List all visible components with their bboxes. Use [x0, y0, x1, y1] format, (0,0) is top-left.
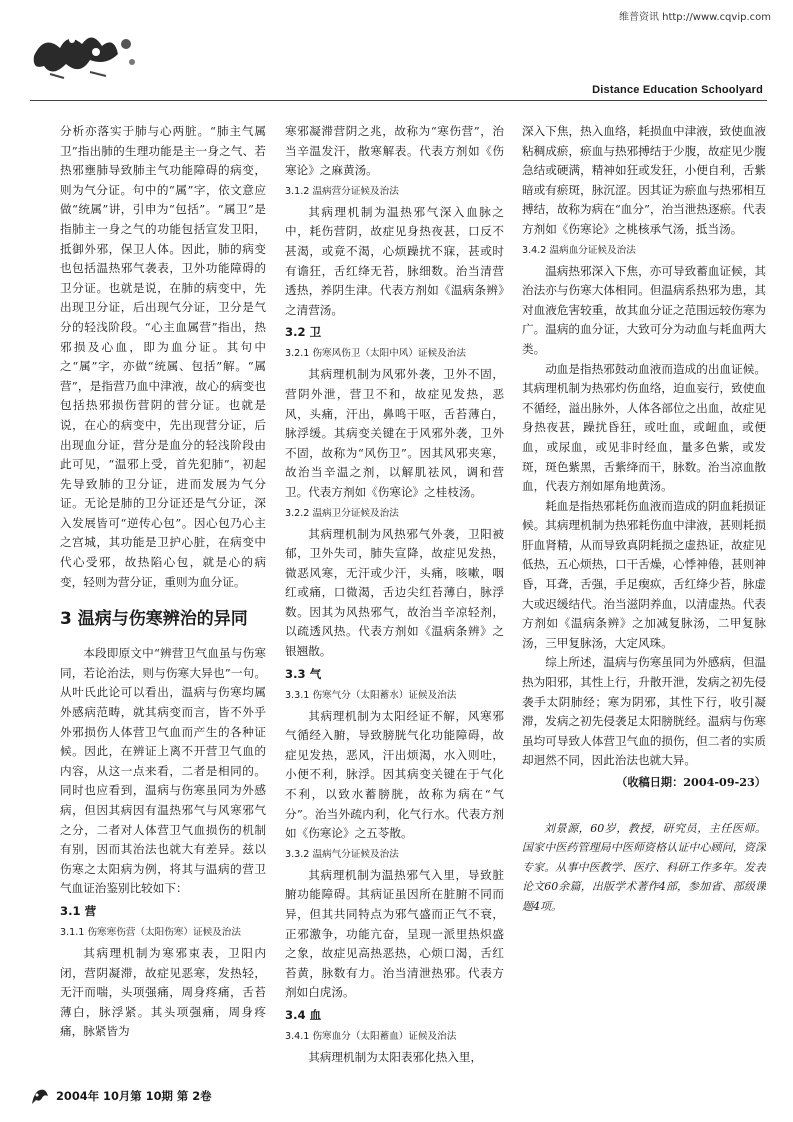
column-3 — [522, 122, 766, 1080]
section-heading: 3 温病与伤寒辨治的异同 — [60, 609, 248, 630]
column-1 — [60, 122, 266, 1080]
paragraph: 其病理机制为太阳经证不解，风寒邪气循经入腑，导致膀胱气化功能障碍，故症见发热，恶风，汗出烦渴，水入则吐，小便不利，脉浮。因其病变关键在于气化不利，以致水蓄膀胱，故称为病在“气分”。治当外疏内利，化气行水。代表方剂如《伤寒论》之五苓散。 — [285, 708, 504, 841]
paragraph: 寒邪凝滞营阴之兆，故称为“寒伤营”，治当辛温发汗，散寒解表。代表方剂如《伤寒论》之麻黄汤。 — [285, 124, 504, 178]
paragraph: 其病理机制为温热邪气入里，导致脏腑功能障碍。其病证虽因所在脏腑不同而异，但其共同特点为邪气盛而正气不衰，正邪激争，功能亢奋，呈现一派里热炽盛之象，故症见高热恶热，心烦口渴，舌红苔黄，脉数有力。治当清泄热邪。代表方剂如白虎汤。 — [285, 867, 504, 1000]
subsection-heading: 3.2 卫 — [285, 325, 322, 340]
journal-mark-icon — [30, 1086, 50, 1106]
paragraph: 分析亦落实于肺与心两脏。“肺主气属卫”指出肺的生理功能是主一身之气、若热邪壅肺导致肺主气功能障碍的病变，则为气分证。句中的“属”字，依文意应做“统属”讲，引申为“包括”。“属卫”是指肺主一身之气的功能包括宣发卫阳，抵御外邪，保卫人体。因此，肺的病变也包括温热邪气袭表，卫外功能障碍的卫分证。也就是说，在肺的病变中，先出现卫分证，后出现气分证，卫分是气分的轻浅阶段。“心主血属营”指出，热邪损及心血，即为血分证。其句中之“属”字，亦做“统属、包括”解。“属营”，是指营乃血中津液，故心的病变也包括热邪损伤营阴的营分证。也就是说，在心的病变中，先出现营分证，后出现血分证，营分是血分的轻浅阶段由此可见，“温邪上受，首先犯肺”，初起先导致肺的卫分证，进而发展为气分证。无论是肺的卫分证还是气分证，深入发展皆可“逆传心包”。因心包乃心主之宫城，其功能是卫护心脏，在病变中代心受邪，故热陷心包，就是心的病变，轻则为营分证，重则为血分证。 — [60, 124, 266, 589]
subsection-heading: 3.3 气 — [285, 666, 322, 681]
issue-info: 2004年 10月第 10期 第 2卷 — [56, 1089, 212, 1103]
decorative-ornament-icon — [30, 26, 140, 82]
section-title-en: Distance Education Schoolyard — [592, 84, 763, 96]
author-bio: 刘景源，60岁，教授，研究员，主任医师。国家中医药管理局中医师资格认证中心顾问，资深专家。从事中医教学、医疗、科研工作多年。发表论文60余篇，出版学术著作4部，参加省、部级课题4项。 — [522, 821, 766, 913]
paragraph: 动血是指热邪鼓动血液而造成的出血证候。其病理机制为热邪灼伤血络，迫血妄行，致使血不循经，溢出脉外，人体各部位之出血，故症见身热夜甚，躁扰昏狂，或吐血，或衄血，或便血，或尿血，或见非时经血，量多色紫，或发斑，斑色紫黑，舌紫绛而干，脉数。治当凉血散血，代表方剂如犀角地黄汤。 — [522, 361, 766, 494]
subsection-heading: 3.1 营 — [60, 903, 97, 918]
paragraph: 其病理机制为寒邪束表，卫阳内闭，营阴凝滞，故症见恶寒，发热轻，无汗而喘，头项强痛，周身疼痛，舌苔薄白，脉浮紧。其头项强痛，周身疼痛，脉紧皆为 — [60, 945, 266, 1039]
paragraph: 深入下焦，热入血络，耗损血中津液，致使血液粘稠成瘀，瘀血与热邪搏结于少腹，故症见少腹急结或硬满，精神如狂或发狂，小便自利，舌紫暗或有瘀斑，脉沉涩。因其证为瘀血与热邪相互搏结，故称为病在“血分”，治当泄热逐瘀。代表方剂如《伤寒论》之桃核承气汤，抵当汤。 — [522, 124, 766, 236]
paragraph: 综上所述，温病与伤寒虽同为外感病，但温热为阳邪，其性上行，升散开泄，发病之初先侵袭手太阴肺经；寒为阴邪，其性下行，收引凝滞，发病之初先侵袭足太阳膀胱经。温病与伤寒虽均可导致人体营卫气血的损伤，但二者的实质却迥然不同，因此治法也就大异。 — [522, 655, 766, 768]
received-date: （收稿日期：2004-09-23） — [616, 775, 766, 789]
subsubsection-heading: 3.1.1 伤寒寒伤营（太阳伤寒）证候及治法 — [60, 926, 241, 938]
subsubsection-heading: 3.3.2 温病气分证候及治法 — [285, 848, 399, 860]
site-watermark: 维普资讯 http://www.cqvip.com — [618, 12, 771, 23]
subsubsection-heading: 3.2.1 伤寒风伤卫（太阳中风）证候及治法 — [285, 348, 466, 360]
paragraph: 其病理机制为风热邪气外袭，卫阳被郁，卫外失司，肺失宣降，故症见发热，微恶风寒，无汗或少汗，头痛，咳嗽，咽红或痛，口微渴，舌边尖红苔薄白，脉浮数。因其为风热邪气，故治当辛凉轻剂，以疏透风热。代表方剂如《温病条辨》之银翘散。 — [285, 526, 504, 659]
subsubsection-heading: 3.4.2 温病血分证候及治法 — [522, 244, 636, 256]
subsubsection-heading: 3.1.2 温病营分证候及治法 — [285, 185, 399, 197]
subsubsection-heading: 3.4.1 伤寒血分（太阳蓄血）证候及治法 — [285, 1030, 457, 1042]
paragraph: 耗血是指热邪耗伤血液而造成的阴血耗损证候。其病理机制为热邪耗伤血中津液，甚则耗损肝血肾精，从而导致真阴耗损之虚热证，故症见低热，五心烦热，口干舌燥，心悸神倦，甚则神昏，耳聋，舌强，手足瘈疭，舌红绛少苔，脉虚大或迟缓结代。治当滋阴养血，以清虚热。代表方剂如《温病条辨》之加减复脉汤，二甲复脉汤，三甲复脉汤，大定风珠。 — [522, 498, 766, 650]
paragraph: 温病热邪深入下焦，亦可导致蓄血证候，其治法亦与伤寒大体相同。但温病系热邪为患，其对血液危害较重，故其血分证之范围远较伤寒为广。温病的血分证，大致可分为动血与耗血两大类。 — [522, 263, 766, 356]
paragraph: 其病理机制为太阳表邪化热入里， — [308, 1049, 483, 1064]
paragraph: 本段即原文中“辨营卫气血虽与伤寒同，若论治法，则与伤寒大异也”一句。从叶氏此论可以看出，温病与伤寒均属外感病范畴，就其病变而言，皆不外乎外邪损伤人体营卫气血而产生的各种证候。因此，在辨证上离不开营卫气血的内容，从这一点来看，二者是相同的。同时也应看到，温病与伤寒虽同为外感病，但因其病因有温热邪气与风寒邪气之分，二者对人体营卫气血损伤的机制有别，因而其治法也就大有差异。兹以伤寒之太阳病为例，将其与温病的营卫气血证治鉴别比较如下： — [60, 646, 266, 896]
paragraph: 其病理机制为温热邪气深入血脉之中，耗伤营阴，故症见身热夜甚，口反不甚渴，或竟不渴，心烦躁扰不寐，甚或时有谵狂，舌红绛无苔，脉细数。治当清营透热，养阴生津。代表方剂如《温病条辨》之清营汤。 — [285, 204, 504, 317]
subsubsection-heading: 3.2.2 温病卫分证候及治法 — [285, 507, 399, 519]
subsection-heading: 3.4 血 — [285, 1007, 322, 1022]
column-2 — [285, 122, 504, 1080]
paragraph: 其病理机制为风邪外袭，卫外不固，营阴外泄，营卫不和，故症见发热，恶风，头痛，汗出，鼻鸣干呕，舌苔薄白，脉浮缓。其病变关键在于风邪外袭，卫外不固，故称为“风伤卫”。因其风邪夹寒，故治当辛温之剂，以解肌祛风，调和营卫。代表方剂如《伤寒论》之桂枝汤。 — [285, 367, 504, 499]
subsubsection-heading: 3.3.1 伤寒气分（太阳蓄水）证候及治法 — [285, 689, 457, 701]
header-rule — [30, 100, 767, 101]
page-footer — [30, 1086, 212, 1106]
